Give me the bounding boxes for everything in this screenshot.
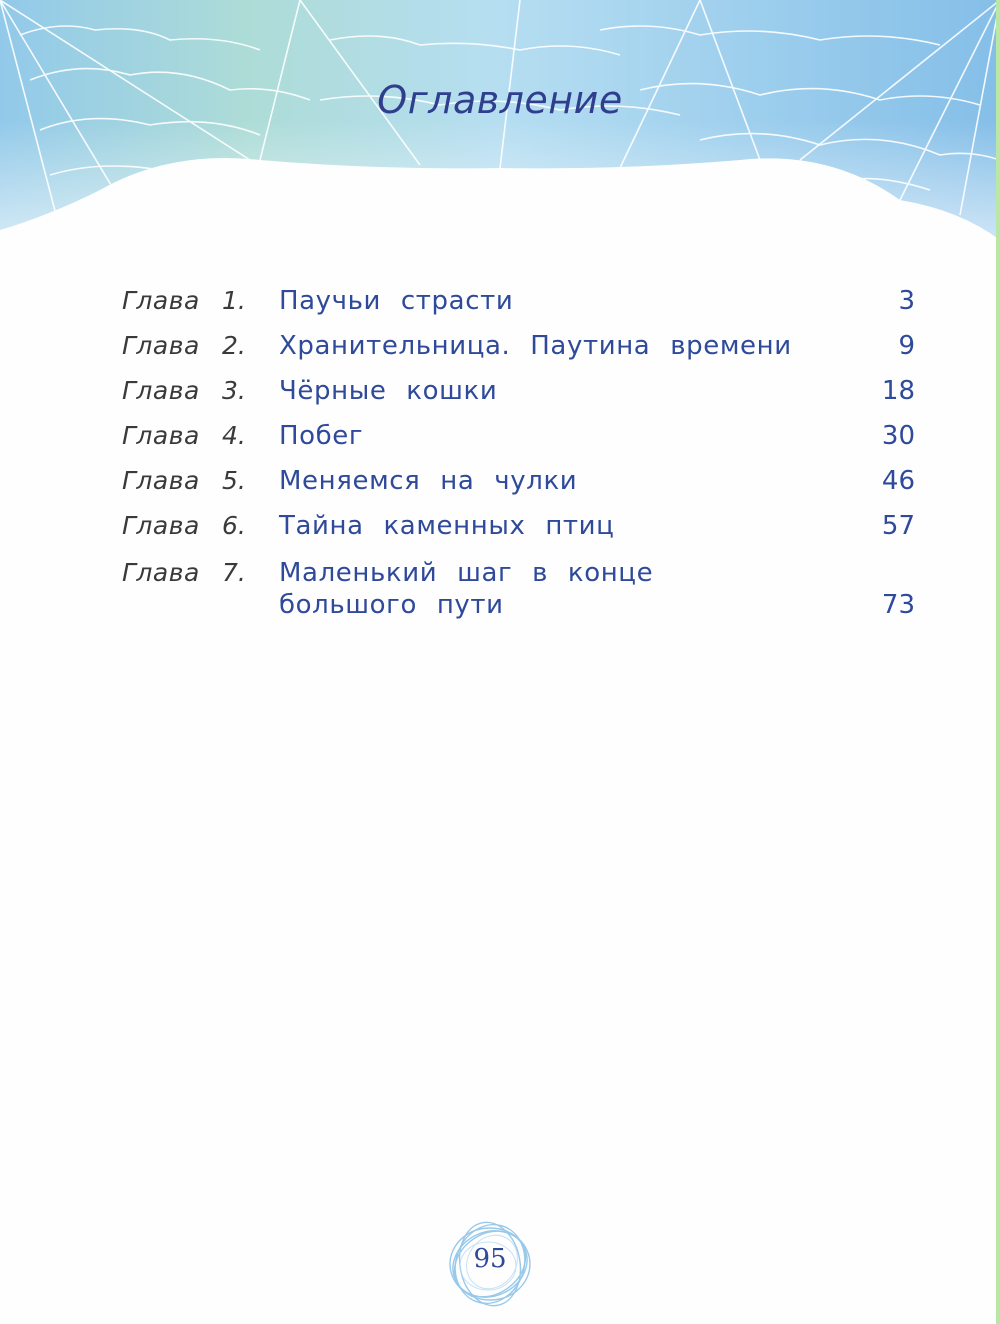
chapter-page: 73 [881, 590, 915, 620]
chapter-title-continued: большого пути [279, 590, 504, 620]
chapter-label: Глава [122, 558, 200, 587]
chapter-number: 3. [222, 376, 246, 405]
chapter-label: Глава [122, 286, 200, 315]
chapter-title: Побег [279, 421, 364, 451]
chapter-label: Глава [122, 376, 200, 405]
toc-entry [0, 421, 1000, 461]
chapter-page: 3 [898, 286, 915, 316]
toc-entry [0, 558, 1000, 630]
chapter-number: 4. [222, 421, 246, 450]
chapter-number: 7. [222, 558, 246, 587]
chapter-page: 18 [881, 376, 915, 406]
page-number-badge [430, 1214, 550, 1314]
toc-entry [0, 376, 1000, 416]
chapter-page: 9 [898, 331, 915, 361]
chapter-title: Маленький шаг в конце [279, 558, 654, 588]
toc-entry [0, 286, 1000, 326]
toc-entry [0, 331, 1000, 371]
chapter-label: Глава [122, 466, 200, 495]
chapter-label: Глава [122, 511, 200, 540]
chapter-title: Паучьи страсти [279, 286, 514, 316]
toc-entry [0, 511, 1000, 551]
chapter-label: Глава [122, 331, 200, 360]
chapter-page: 57 [881, 511, 915, 541]
chapter-label: Глава [122, 421, 200, 450]
chapter-number: 6. [222, 511, 246, 540]
page-number: 95 [473, 1244, 507, 1274]
chapter-title: Чёрные кошки [279, 376, 498, 406]
chapter-number: 1. [222, 286, 246, 315]
chapter-title: Меняемся на чулки [279, 466, 578, 496]
chapter-title: Тайна каменных птиц [279, 511, 615, 541]
page-title: Оглавление [377, 78, 623, 122]
chapter-page: 30 [881, 421, 915, 451]
chapter-number: 2. [222, 331, 246, 360]
page-edge [996, 0, 1000, 1324]
chapter-page: 46 [881, 466, 915, 496]
toc-entry [0, 466, 1000, 506]
chapter-title: Хранительница. Паутина времени [279, 331, 792, 361]
chapter-number: 5. [222, 466, 246, 495]
